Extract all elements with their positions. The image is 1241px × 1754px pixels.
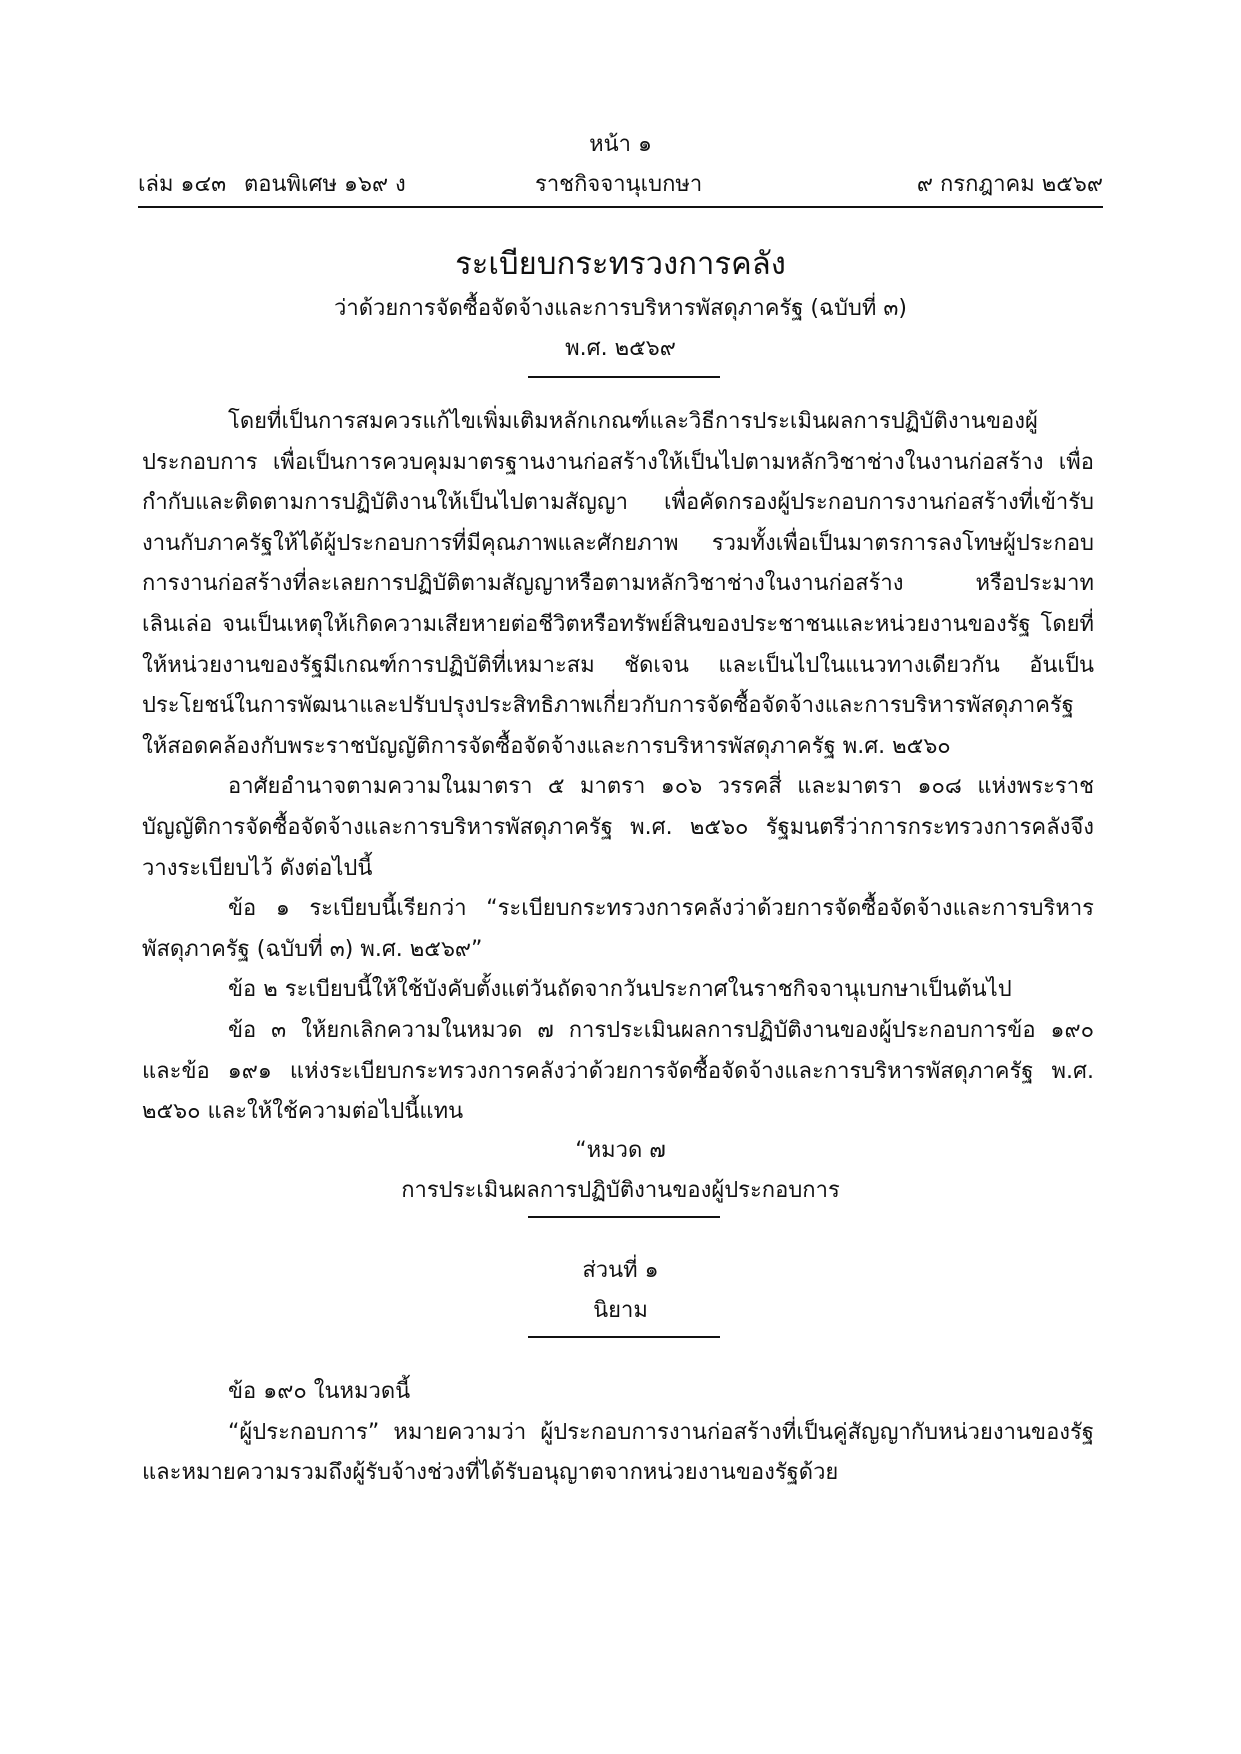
- title-divider: [528, 376, 720, 378]
- section-190-heading: ข้อ ๑๙๐ ในหมวดนี้: [228, 1379, 411, 1404]
- part-number: ส่วนที่ ๑: [582, 1258, 659, 1283]
- gazette-name: ราชกิจจานุเบกษา: [535, 172, 703, 197]
- document-subtitle: ว่าด้วยการจัดซื้อจัดจ้างและการบริหารพัสดุภาครัฐ (ฉบับที่ ๓): [334, 296, 907, 321]
- clause-2: ข้อ ๒ ระเบียบนี้ให้ใช้บังคับตั้งแต่วันถัดจากวันประกาศในราชกิจจานุเบกษาเป็นต้นไป: [228, 977, 1012, 1003]
- issue-number: ตอนพิเศษ ๑๖๙ ง: [244, 172, 406, 197]
- preamble-authority: อาศัยอำนาจตามความในมาตรา ๕ มาตรา ๑๐๖ วรรคสี่ และมาตรา ๑๐๘ แห่งพระราชบัญญัติการจัดซื้อจัดจ้างและการบริหารพัสดุภาครัฐ พ.ศ. ๒๕๖๐ รัฐมนตรีว่าการกระทรวงการคลังจึงวางระเบียบไว้ ดังต่อไปนี้: [142, 774, 1094, 881]
- section-190-block: [142, 1372, 1094, 1494]
- gazette-header: [138, 166, 1103, 206]
- publication-date: ๙ กรกฎาคม ๒๕๖๙: [916, 172, 1103, 197]
- document-year: พ.ศ. ๒๕๖๙: [565, 336, 676, 361]
- chapter-title: การประเมินผลการปฏิบัติงานของผู้ประกอบการ: [401, 1178, 840, 1203]
- page-number: หน้า ๑: [589, 132, 652, 157]
- document-title: ระเบียบกระทรวงการคลัง: [455, 246, 786, 282]
- part-divider: [528, 1336, 720, 1338]
- section-190-definition: “ผู้ประกอบการ” หมายความว่า ผู้ประกอบการงานก่อสร้างที่เป็นคู่สัญญากับหน่วยงานของรัฐและหมายความรวมถึงผู้รับจ้างช่วงที่ได้รับอนุญาตจากหน่วยงานของรัฐด้วย: [142, 1419, 1094, 1486]
- header-divider: [138, 206, 1103, 208]
- chapter-number: “หมวด ๗: [575, 1138, 666, 1163]
- part-title: นิยาม: [593, 1298, 648, 1323]
- preamble-whereas: โดยที่เป็นการสมควรแก้ไขเพิ่มเติมหลักเกณฑ์และวิธีการประเมินผลการปฏิบัติงานของผู้ประกอบการ เพื่อเป็นการควบคุมมาตรฐานงานก่อสร้างให้เป็นไปตามหลักวิชาช่างในงานก่อสร้าง เพื่อกำกับและติดตามการปฏิบัติงานให้เป็นไปตามสัญญา เพื่อคัดกรองผู้ประกอบการงานก่อสร้างที่เข้ารับงานกับภาครัฐให้ได้ผู้ประกอบการที่มีคุณภาพและศักยภาพ รวมทั้งเพื่อเป็นมาตรการลงโทษผู้ประกอบการงานก่อสร้างที่ละเลยการปฏิบัติตามสัญญาหรือตามหลักวิชาช่างในงานก่อสร้าง หรือประมาทเลินเล่อ จนเป็นเหตุให้เกิดความเสียหายต่อชีวิตหรือทรัพย์สินของประชาชนและหน่วยงานของรัฐ โดยที่ให้หน่วยงานของรัฐมีเกณฑ์การปฏิบัติที่เหมาะสม ชัดเจน และเป็นไปในแนวทางเดียวกัน อันเป็นประโยชน์ในการพัฒนาและปรับปรุงประสิทธิภาพเกี่ยวกับการจัดซื้อจัดจ้างและการบริหารพัสดุภาครัฐให้สอดคล้องกับพระราชบัญญัติการจัดซื้อจัดจ้างและการบริหารพัสดุภาครัฐ พ.ศ. ๒๕๖๐: [142, 409, 1094, 759]
- clause-3: ข้อ ๓ ให้ยกเลิกความในหมวด ๗ การประเมินผลการปฏิบัติงานของผู้ประกอบการข้อ ๑๙๐ และข้อ ๑๙๑ แห่งระเบียบกระทรวงการคลังว่าด้วยการจัดซื้อจัดจ้างและการบริหารพัสดุภาครัฐ พ.ศ. ๒๕๖๐ และให้ใช้ความต่อไปนี้แทน: [142, 1017, 1094, 1125]
- clause-1: ข้อ ๑ ระเบียบนี้เรียกว่า “ระเบียบกระทรวงการคลังว่าด้วยการจัดซื้อจัดจ้างและการบริหารพัสดุภาครัฐ (ฉบับที่ ๓) พ.ศ. ๒๕๖๙”: [142, 896, 1094, 962]
- preamble-block: [142, 402, 1094, 1133]
- chapter-divider: [528, 1216, 720, 1218]
- volume-number: เล่ม ๑๔๓: [138, 172, 227, 197]
